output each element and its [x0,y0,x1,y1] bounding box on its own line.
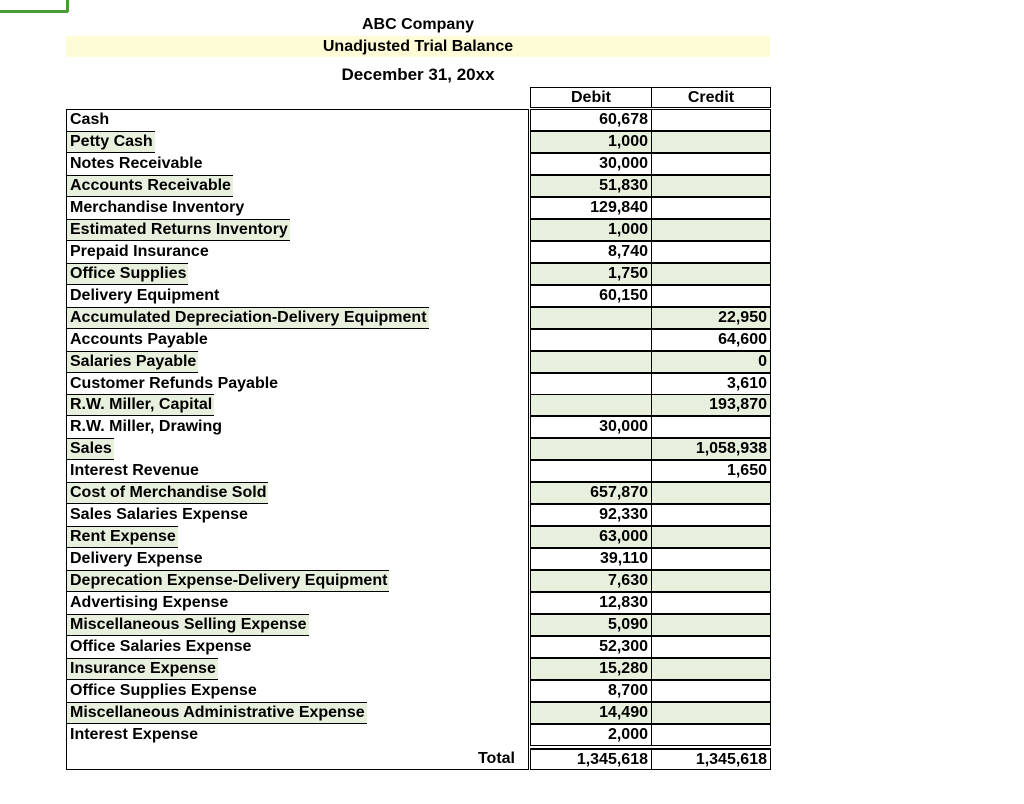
account-name: Customer Refunds Payable [70,374,279,392]
table-row [0,219,1024,241]
credit-cell [651,482,771,504]
debit-cell: 12,830 [530,592,652,614]
credit-cell [651,636,771,658]
credit-cell [651,702,771,724]
table-row [0,285,1024,307]
debit-cell: 39,110 [530,548,652,570]
debit-cell: 14,490 [530,702,652,724]
credit-column-header: Credit [651,87,771,108]
credit-cell [651,241,771,263]
debit-cell: 30,000 [530,153,652,175]
account-name: Delivery Equipment [70,286,220,304]
credit-cell [651,504,771,526]
credit-cell [651,263,771,285]
credit-cell [651,131,771,153]
debit-cell: 7,630 [530,570,652,592]
table-row [0,131,1024,153]
credit-cell [651,526,771,548]
table-row [0,570,1024,592]
table-row [0,658,1024,680]
report-title: Unadjusted Trial Balance [322,38,514,55]
table-row [0,416,1024,438]
table-row [0,614,1024,636]
account-name: Interest Expense [70,725,199,743]
credit-cell: 1,650 [651,460,771,482]
debit-cell: 63,000 [530,526,652,548]
table-row [0,482,1024,504]
account-name: R.W. Miller, Drawing [70,418,223,436]
account-name: Merchandise Inventory [70,198,245,216]
table-row [0,351,1024,373]
table-row [0,460,1024,482]
account-name: Cash [70,111,110,128]
table-row [0,197,1024,219]
debit-cell: 51,830 [530,175,652,197]
credit-cell [651,724,771,746]
account-name: Office Salaries Expense [70,638,252,656]
account-name: Estimated Returns Inventory [67,219,290,241]
debit-cell: 52,300 [530,636,652,658]
table-row [0,153,1024,175]
debit-cell: 1,000 [530,131,652,153]
credit-cell [651,570,771,592]
total-label: Total [477,750,515,767]
credit-cell [651,175,771,197]
debit-cell: 8,700 [530,680,652,702]
debit-cell: 5,090 [530,614,652,636]
table-row [0,548,1024,570]
table-row [0,526,1024,548]
table-row [0,636,1024,658]
account-name: Accounts Receivable [67,175,233,197]
debit-cell: 15,280 [530,658,652,680]
table-row [0,394,1024,416]
account-name: Office Supplies Expense [70,681,257,699]
table-row [0,175,1024,197]
debit-cell: 1,750 [530,263,652,285]
account-name: Sales [67,438,114,460]
debit-cell: 2,000 [530,724,652,746]
account-name: Interest Revenue [70,462,199,480]
debit-cell: 60,150 [530,285,652,307]
credit-cell [651,592,771,614]
account-name: Insurance Expense [67,658,218,680]
credit-cell: 0 [651,351,771,373]
account-name: Office Supplies [67,263,188,285]
debit-cell [530,373,652,395]
report-date: December 31, 20xx [341,65,495,84]
debit-cell [530,351,652,373]
debit-column-header: Debit [530,87,652,108]
debit-cell: 92,330 [530,504,652,526]
company-name: ABC Company [361,16,474,33]
account-name: Cost of Merchandise Sold [67,482,268,504]
table-row [0,680,1024,702]
debit-cell [530,460,652,482]
debit-cell [530,307,652,329]
sheet-corner-mark [0,10,68,13]
debit-cell [530,438,652,460]
credit-cell: 1,058,938 [651,438,771,460]
credit-cell [651,109,771,131]
table-row [0,724,1024,746]
table-row [0,373,1024,395]
debit-cell: 30,000 [530,416,652,438]
account-name: Petty Cash [67,131,155,153]
account-name: Accounts Payable [70,330,208,348]
debit-cell [530,394,652,416]
table-row [0,504,1024,526]
credit-cell [651,548,771,570]
debit-cell: 129,840 [530,197,652,219]
credit-cell [651,416,771,438]
credit-cell [651,658,771,680]
account-name: Prepaid Insurance [70,242,209,260]
account-name: R.W. Miller, Capital [67,394,214,416]
credit-cell [651,614,771,636]
credit-cell [651,680,771,702]
total-credit-cell: 1,345,618 [651,748,771,770]
table-row [0,241,1024,263]
credit-cell: 3,610 [651,373,771,395]
credit-cell [651,285,771,307]
account-name: Notes Receivable [70,154,203,172]
debit-cell: 8,740 [530,241,652,263]
table-row [0,438,1024,460]
credit-cell [651,219,771,241]
debit-cell: 1,000 [530,219,652,241]
credit-cell [651,197,771,219]
credit-cell: 193,870 [651,394,771,416]
account-name: Advertising Expense [70,594,229,612]
account-name: Rent Expense [67,526,178,548]
table-row [0,592,1024,614]
account-name: Miscellaneous Administrative Expense [67,702,367,724]
account-name: Accumulated Depreciation-Delivery Equipment [67,307,429,329]
credit-cell: 64,600 [651,329,771,351]
total-debit-cell: 1,345,618 [530,748,652,770]
table-row [0,109,1024,131]
table-row [0,307,1024,329]
debit-cell [530,329,652,351]
debit-cell: 657,870 [530,482,652,504]
sheet-corner-mark-vertical [66,0,69,12]
credit-cell [651,153,771,175]
account-name: Miscellaneous Selling Expense [67,614,309,636]
account-name: Deprecation Expense-Delivery Equipment [67,570,389,592]
account-name: Sales Salaries Expense [70,506,248,524]
table-row [0,702,1024,724]
table-row [0,329,1024,351]
account-name: Delivery Expense [70,550,203,568]
account-name: Salaries Payable [67,351,198,373]
table-row [0,263,1024,285]
credit-cell: 22,950 [651,307,771,329]
debit-cell: 60,678 [530,109,652,131]
